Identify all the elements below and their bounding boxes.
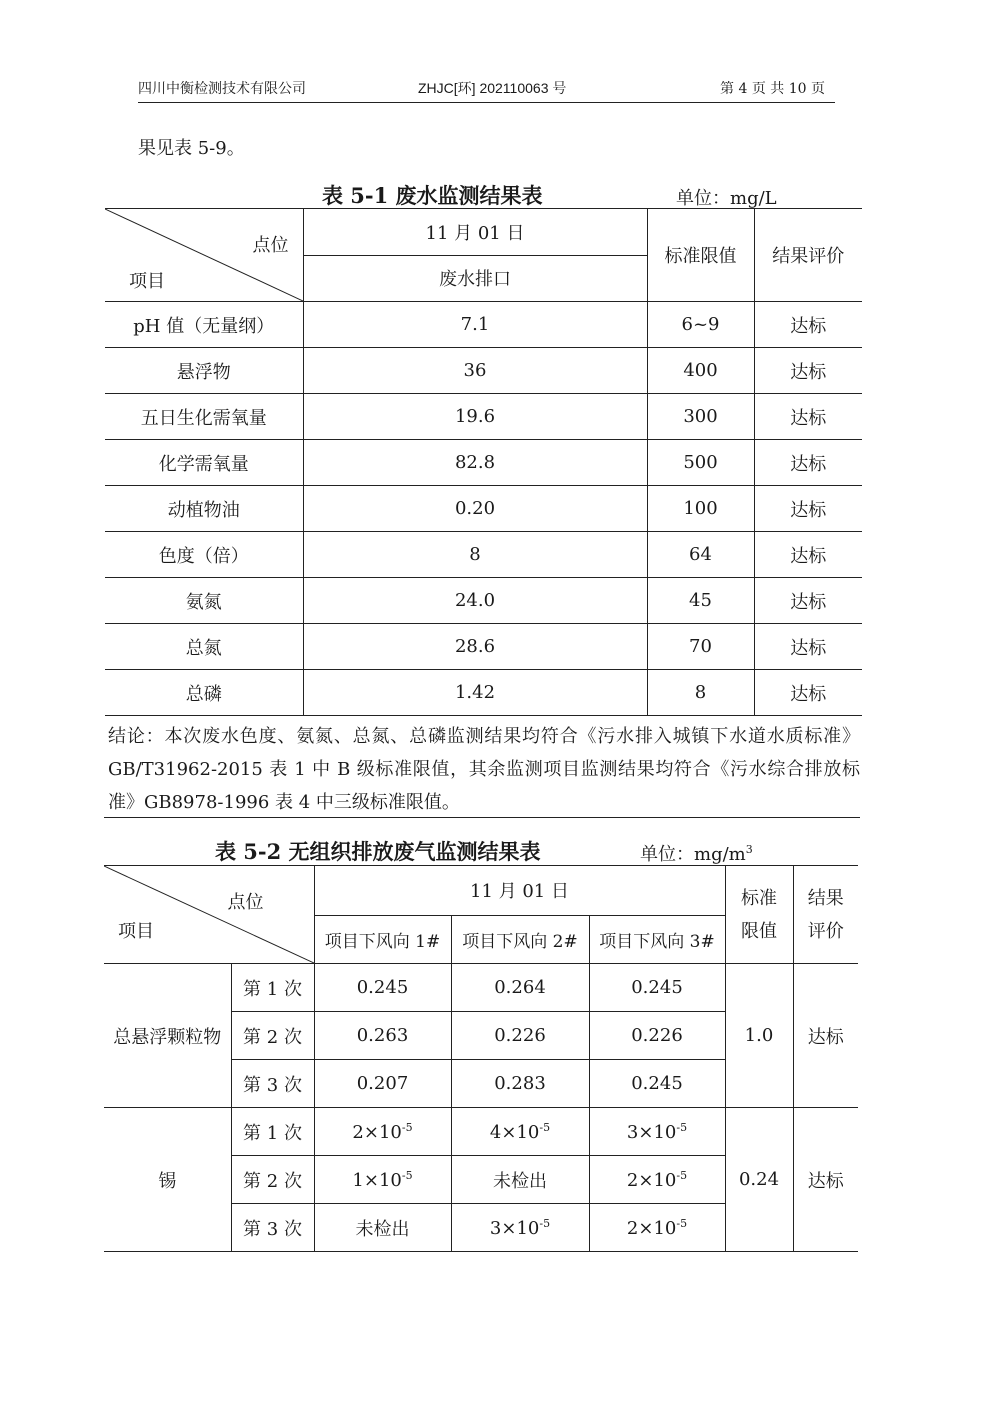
- value-cell: 8: [303, 532, 647, 578]
- value-cell: 24.0: [303, 578, 647, 624]
- eval-cell: 达标: [754, 578, 862, 624]
- location-header: 废水排口: [303, 255, 647, 302]
- eval-cell: 达标: [754, 670, 862, 716]
- table1-body: [105, 302, 862, 716]
- table2-unit-text: 单位：mg/m: [640, 844, 746, 865]
- value-cell: [314, 1156, 451, 1204]
- report-number: ZHJC[环] 202110063 号: [418, 80, 567, 96]
- value-cell: 0.20: [303, 486, 647, 532]
- point-header-2: 项目下风向 2#: [451, 915, 589, 964]
- value-cell: [451, 964, 589, 1012]
- eval-header-line2: 评价: [807, 920, 844, 942]
- eval-cell: 达标: [793, 1108, 858, 1252]
- limit-cell: 1.0: [725, 964, 793, 1108]
- value-cell: [451, 1012, 589, 1060]
- value-exponent: -5: [401, 1120, 413, 1134]
- value-text: 0.226: [631, 1025, 683, 1046]
- conclusion-text: 结论：本次废水色度、氨氮、总氮、总磷监测结果均符合《污水排入城镇下水道水质标准》GB/T31962-2015 表 1 中 B 级标准限值，其余监测项目监测结果均符合《污水综合排放标准》GB8978-1996 表 4 中三级标准限值。: [108, 726, 860, 813]
- value-cell: 28.6: [303, 624, 647, 670]
- table1-title: 表 5-1 废水监测结果表: [322, 183, 543, 208]
- diag-label-item: 项目: [129, 271, 165, 292]
- value-cell: [589, 1012, 725, 1060]
- table-row: [105, 440, 862, 486]
- limit-header-line2: 限值: [741, 920, 777, 942]
- value-text: 未检出: [493, 1170, 547, 1192]
- value-text: 2×10: [626, 1169, 677, 1191]
- value-text: 0.245: [631, 1073, 683, 1094]
- value-cell: [451, 1156, 589, 1204]
- limit-cell: 300: [647, 394, 754, 440]
- intro-text: 果见表 5-9。: [138, 138, 245, 159]
- eval-cell: 达标: [754, 348, 862, 394]
- value-text: 0.207: [356, 1073, 409, 1094]
- limit-cell: 400: [647, 348, 754, 394]
- table2-title: 表 5-2 无组织排放废气监测结果表: [215, 839, 541, 864]
- value-cell: [589, 964, 725, 1012]
- divider: [104, 817, 860, 818]
- date-header: 11 月 01 日: [303, 209, 647, 256]
- value-text: 0.264: [494, 977, 546, 998]
- limit-cell: 45: [647, 578, 754, 624]
- value-cell: 7.1: [303, 302, 647, 348]
- eval-cell: 达标: [793, 964, 858, 1108]
- table-row: [105, 486, 862, 532]
- table-row: [105, 302, 862, 348]
- value-cell: 82.8: [303, 440, 647, 486]
- limit-header: 标准限值: [647, 209, 754, 302]
- limit-header-line1: 标准: [741, 887, 777, 909]
- table-row: [104, 1108, 858, 1156]
- eval-cell: 达标: [754, 532, 862, 578]
- value-cell: [451, 1108, 589, 1156]
- eval-cell: 达标: [754, 486, 862, 532]
- value-exponent: -5: [539, 1120, 551, 1134]
- time-cell: 第 3 次: [231, 1204, 314, 1252]
- value-cell: [451, 1204, 589, 1252]
- value-text: 3×10: [626, 1121, 677, 1143]
- item-cell: 总磷: [105, 670, 303, 716]
- exhaust-gas-table: [104, 865, 858, 1252]
- item-cell: 总氮: [105, 624, 303, 670]
- diag-label-point: 点位: [227, 892, 264, 913]
- diagonal-header-cell: [104, 866, 314, 964]
- value-exponent: -5: [676, 1216, 688, 1230]
- value-cell: [314, 1108, 451, 1156]
- value-exponent: -5: [676, 1120, 688, 1134]
- limit-cell: 8: [647, 670, 754, 716]
- table-row: [105, 532, 862, 578]
- value-cell: [314, 964, 451, 1012]
- value-text: 0.226: [494, 1025, 546, 1046]
- value-text: 2×10: [352, 1121, 402, 1143]
- wastewater-table: [105, 208, 862, 716]
- value-cell: [314, 1012, 451, 1060]
- item-cell: 色度（倍）: [105, 532, 303, 578]
- value-cell: [589, 1156, 725, 1204]
- eval-header: 结果评价: [754, 209, 862, 302]
- item-cell: pH 值（无量纲）: [105, 302, 303, 348]
- point-header-3: 项目下风向 3#: [589, 915, 725, 964]
- time-cell: 第 3 次: [231, 1060, 314, 1108]
- limit-cell: 64: [647, 532, 754, 578]
- eval-cell: 达标: [754, 440, 862, 486]
- table-row: [105, 624, 862, 670]
- table1-unit: 单位：mg/L: [676, 188, 777, 209]
- value-text: 2×10: [626, 1217, 677, 1239]
- value-cell: 36: [303, 348, 647, 394]
- table2-header-row: [104, 866, 858, 916]
- time-cell: 第 2 次: [231, 1012, 314, 1060]
- time-cell: 第 1 次: [231, 964, 314, 1012]
- value-cell: [589, 1108, 725, 1156]
- item-cell: 锡: [104, 1108, 231, 1252]
- table-row: [105, 578, 862, 624]
- diagonal-line: [104, 866, 314, 963]
- table-row: [104, 964, 858, 1012]
- value-cell: [314, 1060, 451, 1108]
- limit-cell: 70: [647, 624, 754, 670]
- point-header-1: 项目下风向 1#: [314, 915, 451, 964]
- eval-header: [793, 866, 858, 964]
- eval-cell: 达标: [754, 624, 862, 670]
- value-text: 3×10: [489, 1217, 540, 1239]
- time-cell: 第 1 次: [231, 1108, 314, 1156]
- table-header-row: [105, 209, 862, 256]
- table2-unit-sup: 3: [745, 843, 753, 856]
- company-name: 四川中衡检测技术有限公司: [138, 81, 306, 97]
- limit-cell: 0.24: [725, 1108, 793, 1252]
- value-exponent: -5: [401, 1168, 413, 1182]
- value-cell: [589, 1060, 725, 1108]
- value-cell: [451, 1060, 589, 1108]
- value-text: 0.245: [631, 977, 683, 998]
- eval-header-line1: 结果: [807, 887, 844, 909]
- value-cell: [314, 1204, 451, 1252]
- item-cell: 五日生化需氧量: [105, 394, 303, 440]
- table-row: [105, 348, 862, 394]
- item-cell: 悬浮物: [105, 348, 303, 394]
- diag-label-point: 点位: [252, 235, 289, 256]
- value-text: 0.263: [356, 1025, 409, 1046]
- limit-cell: 100: [647, 486, 754, 532]
- value-exponent: -5: [539, 1216, 551, 1230]
- table2-body: [104, 964, 858, 1252]
- date-header: 11 月 01 日: [314, 866, 725, 916]
- page-header: [138, 76, 835, 103]
- table2-unit: [640, 840, 753, 866]
- value-text: 4×10: [489, 1121, 540, 1143]
- page-number: 第 4 页 共 10 页: [720, 81, 825, 97]
- item-cell: 总悬浮颗粒物: [104, 964, 231, 1108]
- table-row: [105, 394, 862, 440]
- diagonal-header-cell: [105, 209, 303, 302]
- value-cell: 19.6: [303, 394, 647, 440]
- table-row: [105, 670, 862, 716]
- item-cell: 氨氮: [105, 578, 303, 624]
- item-cell: 动植物油: [105, 486, 303, 532]
- item-cell: 化学需氧量: [105, 440, 303, 486]
- limit-cell: 500: [647, 440, 754, 486]
- value-text: 未检出: [355, 1218, 410, 1240]
- value-cell: [589, 1204, 725, 1252]
- eval-cell: 达标: [754, 302, 862, 348]
- value-cell: 1.42: [303, 670, 647, 716]
- eval-cell: 达标: [754, 394, 862, 440]
- limit-cell: 6~9: [647, 302, 754, 348]
- limit-header: [725, 866, 793, 964]
- value-text: 0.283: [494, 1073, 546, 1094]
- value-exponent: -5: [676, 1168, 688, 1182]
- value-text: 1×10: [352, 1169, 402, 1191]
- value-text: 0.245: [356, 977, 409, 998]
- time-cell: 第 2 次: [231, 1156, 314, 1204]
- diag-label-item: 项目: [118, 921, 154, 942]
